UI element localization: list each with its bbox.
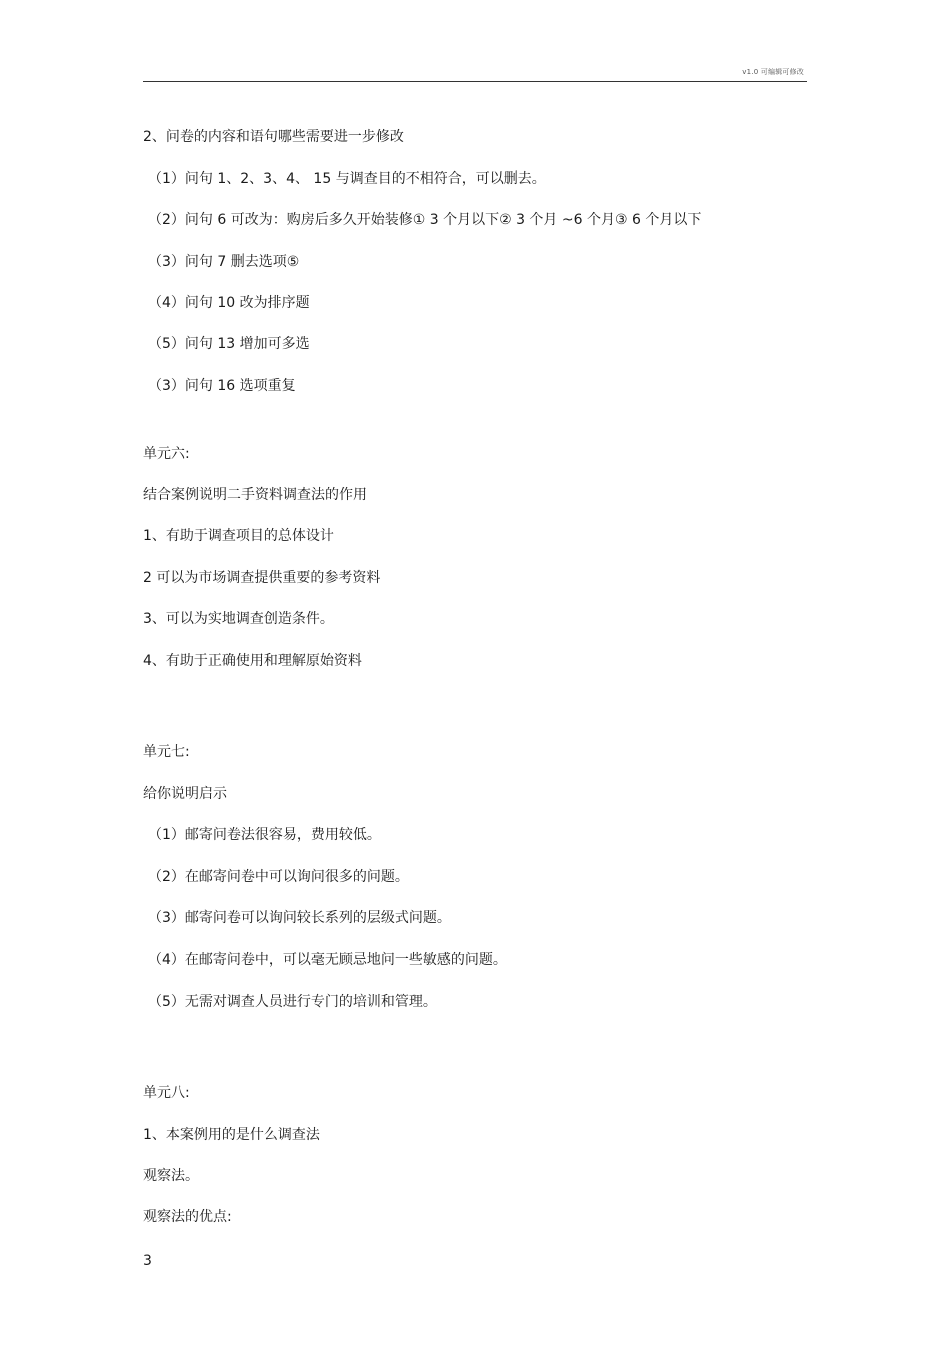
section-heading-unit-8: 单元八: — [143, 1085, 190, 1101]
list-item: （5）无需对调查人员进行专门的培训和管理。 — [148, 994, 437, 1010]
question-heading: 给你说明启示 — [143, 786, 227, 802]
header-version-note: v1.0 可编辑可修改 — [742, 68, 804, 76]
list-item: （2）在邮寄问卷中可以询问很多的问题。 — [148, 869, 409, 885]
list-item: 4、有助于正确使用和理解原始资料 — [143, 653, 362, 669]
list-item: 1、有助于调查项目的总体设计 — [143, 528, 334, 544]
question-heading: 2、问卷的内容和语句哪些需要进一步修改 — [143, 129, 404, 145]
question-heading: 结合案例说明二手资料调查法的作用 — [143, 487, 367, 503]
list-item: （2）问句 6 可改为：购房后多久开始装修① 3 个月以下② 3 个月 ~6 个月③ 6 个月以下 — [148, 212, 702, 228]
section-heading-unit-6: 单元六: — [143, 446, 190, 462]
header-divider — [143, 81, 807, 82]
list-item: （4）问句 10 改为排序题 — [148, 295, 310, 311]
list-item: （4）在邮寄问卷中，可以毫无顾忌地问一些敏感的问题。 — [148, 952, 507, 968]
list-item: 2 可以为市场调查提供重要的参考资料 — [143, 570, 381, 586]
answer-text: 观察法。 — [143, 1168, 199, 1184]
list-item: 3、可以为实地调查创造条件。 — [143, 611, 334, 627]
list-item: （3）问句 7 删去选项⑤ — [148, 254, 300, 270]
question-heading: 1、本案例用的是什么调查法 — [143, 1127, 320, 1143]
list-item: （1）邮寄问卷法很容易，费用较低。 — [148, 827, 381, 843]
page-number: 3 — [143, 1253, 152, 1269]
section-heading-unit-7: 单元七: — [143, 744, 190, 760]
list-item: （3）问句 16 选项重复 — [148, 378, 296, 394]
list-item: （3）邮寄问卷可以询问较长系列的层级式问题。 — [148, 910, 451, 926]
answer-text: 观察法的优点: — [143, 1209, 232, 1225]
list-item: （1）问句 1、2、3、4、 15 与调查目的不相符合，可以删去。 — [148, 171, 546, 187]
list-item: （5）问句 13 增加可多选 — [148, 336, 310, 352]
